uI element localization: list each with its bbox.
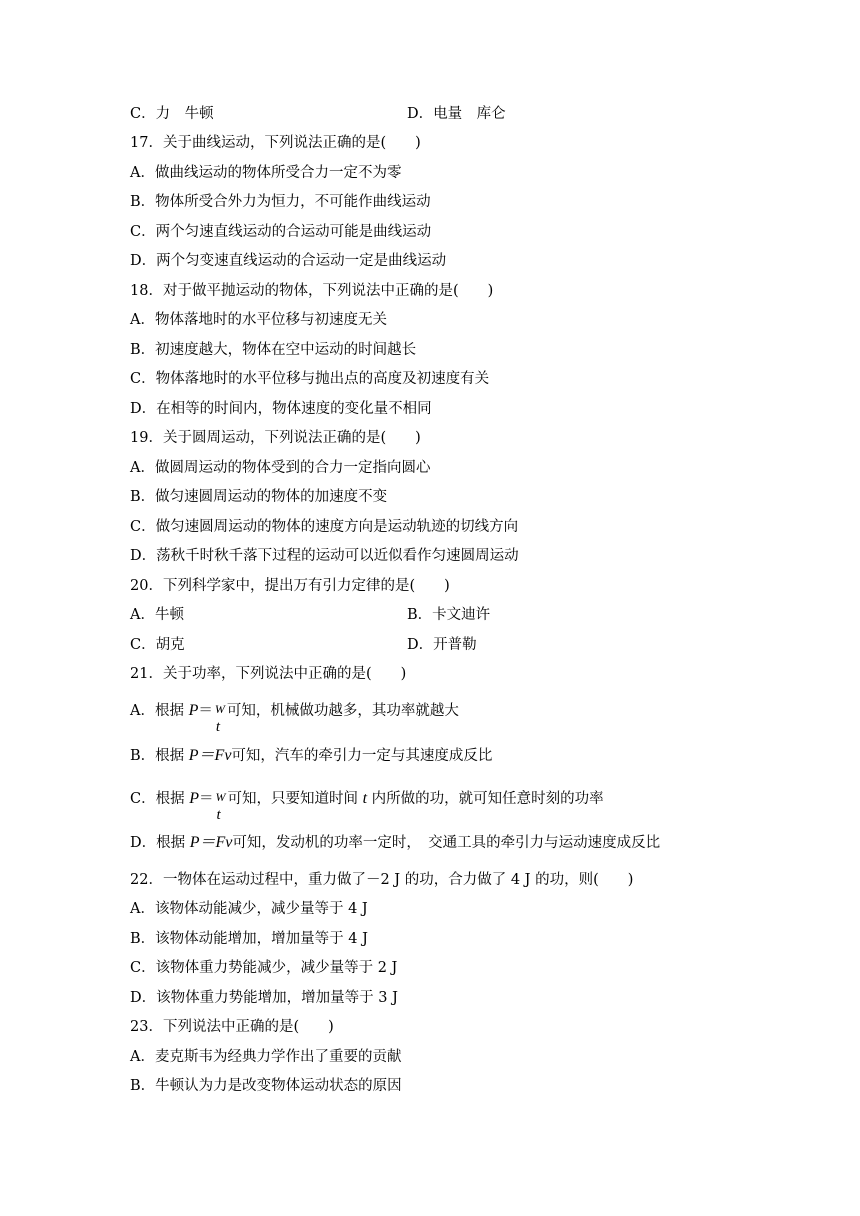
q21-c-text-2: 内所做的功，就可知任意时刻的功率 <box>367 791 604 807</box>
q20-option-a: A．牛顿 <box>130 607 184 623</box>
q22-option-c: C．该物体重力势能减少，减少量等于 2 J <box>130 960 398 976</box>
q21-option-b <box>130 746 492 766</box>
q20-option-b: B．卡文迪许 <box>407 607 491 623</box>
q21-c-text-1: 可知，只要知道时间 <box>227 791 363 807</box>
q21-c-denominator: t <box>216 807 221 823</box>
q21-d-formula: P＝Fv <box>189 834 233 851</box>
q16-option-d: D．电量 库仑 <box>407 106 506 122</box>
q21-a-power-symbol: P <box>188 702 199 719</box>
q21-b-formula: P＝Fv <box>188 747 232 764</box>
q21-stem: 21．关于功率，下列说法中正确的是( ) <box>130 666 407 682</box>
q22-stem: 22．一物体在运动过程中，重力做了－2 J 的功，合力做了 4 J 的功，则( ) <box>130 872 634 888</box>
q21-a-text: 可知，机械做功越多，其功率就越大 <box>226 703 459 719</box>
q21-c-time-symbol: t <box>362 790 368 807</box>
q19-option-d: D．荡秋千时秋千落下过程的运动可以近似看作匀速圆周运动 <box>130 548 519 564</box>
q17-option-c: C．两个匀速直线运动的合运动可能是曲线运动 <box>130 224 432 240</box>
q18-option-d: D．在相等的时间内，物体速度的变化量不相同 <box>130 401 432 417</box>
q19-stem: 19．关于圆周运动，下列说法正确的是( ) <box>130 430 421 446</box>
q18-option-a: A．物体落地时的水平位移与初速度无关 <box>130 312 387 328</box>
q21-a-fraction <box>214 693 226 735</box>
q17-stem: 17．关于曲线运动，下列说法正确的是( ) <box>130 135 421 151</box>
q20-option-c: C．胡克 <box>130 637 185 653</box>
q21-option-a <box>130 693 459 735</box>
q21-c-prefix: C．根据 <box>130 791 190 807</box>
q21-option-c <box>130 781 604 823</box>
q18-option-c: C．物体落地时的水平位移与抛出点的高度及初速度有关 <box>130 371 490 387</box>
q23-option-a: A．麦克斯韦为经典力学作出了重要的贡献 <box>130 1049 402 1065</box>
q21-c-equals: ＝ <box>199 791 214 807</box>
q21-c-power-symbol: P <box>189 790 199 807</box>
q21-a-prefix: A．根据 <box>130 703 189 719</box>
q22-option-a: A．该物体动能减少，减少量等于 4 J <box>130 901 368 917</box>
q23-stem: 23．下列说法中正确的是( ) <box>130 1019 334 1035</box>
q21-c-fraction <box>215 781 227 823</box>
q18-option-b: B．初速度越大，物体在空中运动的时间越长 <box>130 342 417 358</box>
q21-c-numerator: W <box>215 790 226 804</box>
q21-d-text: 可知，发动机的功率一定时， 交通工具的牵引力与运动速度成反比 <box>232 835 661 851</box>
q21-d-prefix: D．根据 <box>130 835 190 851</box>
q17-option-b: B．物体所受合外力为恒力，不可能作曲线运动 <box>130 194 431 210</box>
q21-a-denominator: t <box>215 719 221 735</box>
q19-option-c: C．做匀速圆周运动的物体的速度方向是运动轨迹的切线方向 <box>130 519 519 535</box>
q20-option-d: D．开普勒 <box>407 637 477 653</box>
q22-option-b: B．该物体动能增加，增加量等于 4 J <box>130 931 368 947</box>
q23-option-b: B．牛顿认为力是改变物体运动状态的原因 <box>130 1078 402 1094</box>
q17-option-a: A．做曲线运动的物体所受合力一定不为零 <box>130 165 402 181</box>
q16-option-c: C．力 牛顿 <box>130 106 214 122</box>
q21-a-numerator: W <box>214 702 225 716</box>
q21-a-equals: ＝ <box>198 703 213 719</box>
q20-stem: 20．下列科学家中，提出万有引力定律的是( ) <box>130 578 450 594</box>
q22-option-d: D．该物体重力势能增加，增加量等于 3 J <box>130 990 398 1006</box>
q18-stem: 18．对于做平抛运动的物体，下列说法中正确的是( ) <box>130 283 494 299</box>
q21-b-text: 可知，汽车的牵引力一定与其速度成反比 <box>231 748 493 764</box>
q19-option-b: B．做匀速圆周运动的物体的加速度不变 <box>130 489 388 505</box>
q21-b-prefix: B．根据 <box>130 748 189 764</box>
q19-option-a: A．做圆周运动的物体受到的合力一定指向圆心 <box>130 460 431 476</box>
q21-option-d <box>130 833 660 853</box>
q17-option-d: D．两个匀变速直线运动的合运动一定是曲线运动 <box>130 253 447 269</box>
